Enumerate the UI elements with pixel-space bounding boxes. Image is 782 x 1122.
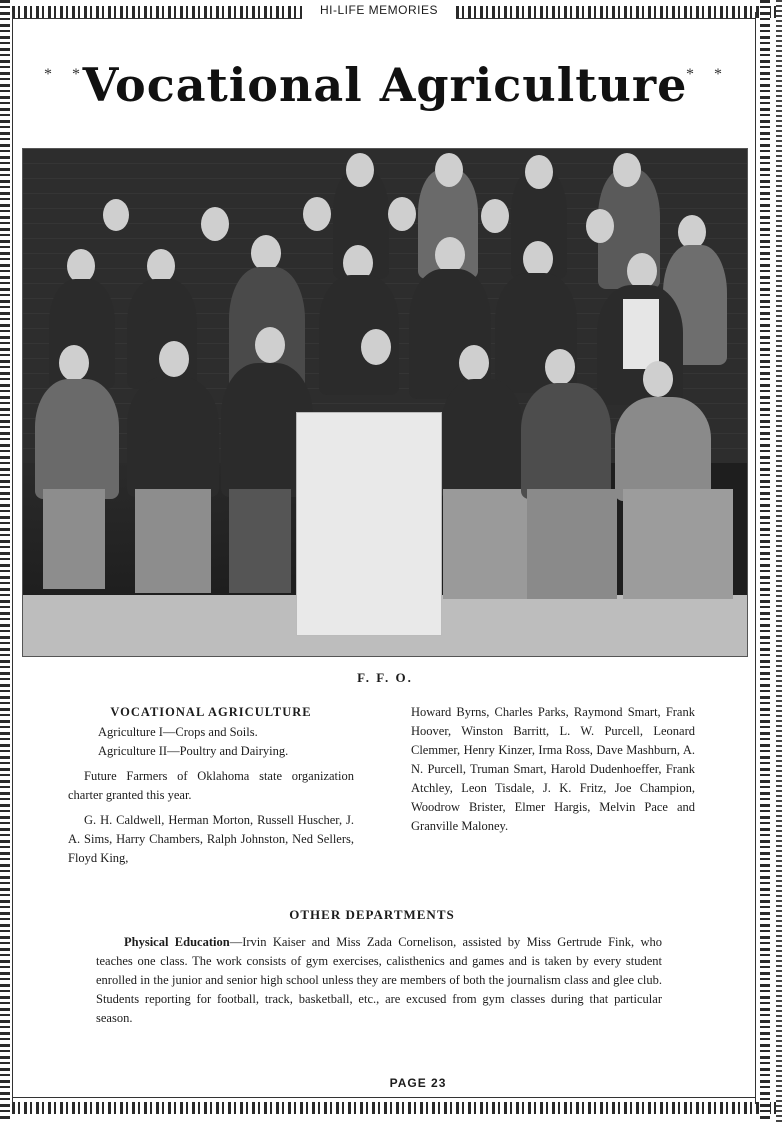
star-ornament-left: * * bbox=[44, 66, 88, 83]
photo-caption: F. F. O. bbox=[357, 670, 413, 685]
person-face bbox=[361, 329, 391, 365]
person-legs bbox=[443, 489, 533, 599]
person-figure bbox=[127, 279, 197, 389]
right-column bbox=[411, 703, 695, 836]
members-list-part-2: Howard Byrns, Charles Parks, Raymond Smart, Frank Hoover, Winston Barritt, L. W. Purcell, Leonard Clemmer, Henry Kinzer, Irma Ross, Dave Mashburn, A. N. Purcell, Truman Smart, Harold Dudenhoeffer, Frank Atchley, Leon Tisdale, J. K. Fritz, Joe Champion, Woodrow Brister, Elmer Hargis, Melvin Pace and Granville Maloney. bbox=[411, 705, 695, 833]
person-face bbox=[435, 153, 463, 187]
running-head: HI-LIFE MEMORIES bbox=[302, 0, 456, 20]
physical-education-text: —Irvin Kaiser and Miss Zada Cornelison, assisted by Miss Gertrude Fink, who teaches one class. The work consists of gym exercises, calisthenics and games and is taken by every student enrolled in the junior and senior high school unless they are members of both the journalism class and glee club. Students reporting for football, track, basketball, etc., are excused from gym classes during that particular season. bbox=[96, 935, 663, 1025]
person-figure bbox=[127, 377, 219, 497]
right-border bbox=[760, 0, 770, 1122]
star-ornament-right: * * bbox=[686, 66, 730, 83]
person-legs bbox=[623, 489, 733, 599]
inner-rule-left bbox=[12, 12, 13, 1104]
person-figure bbox=[35, 379, 119, 499]
white-shirt bbox=[623, 299, 659, 369]
right-edge-pattern bbox=[776, 0, 782, 1122]
person-face bbox=[627, 253, 657, 289]
person-face bbox=[388, 197, 416, 231]
person-face bbox=[255, 327, 285, 363]
bottom-border bbox=[0, 1102, 782, 1114]
page-number: PAGE 23 bbox=[389, 1076, 447, 1090]
person-face bbox=[643, 361, 673, 397]
person-face bbox=[346, 153, 374, 187]
group-photo bbox=[22, 148, 748, 657]
person-figure bbox=[615, 397, 711, 501]
title-row bbox=[40, 52, 730, 118]
person-face bbox=[678, 215, 706, 249]
person-figure bbox=[521, 383, 611, 499]
person-face bbox=[523, 241, 553, 277]
charter-paragraph: Future Farmers of Oklahoma state organization charter granted this year. bbox=[68, 769, 354, 802]
physical-education-paragraph bbox=[96, 933, 662, 1028]
person-face bbox=[613, 153, 641, 187]
person-face bbox=[303, 197, 331, 231]
person-face bbox=[201, 207, 229, 241]
other-departments-heading: OTHER DEPARTMENTS bbox=[289, 907, 455, 922]
person-legs bbox=[527, 489, 617, 599]
vocational-agriculture-heading: VOCATIONAL AGRICULTURE bbox=[110, 705, 312, 719]
left-column bbox=[68, 703, 354, 868]
inner-rule-bottom bbox=[12, 1097, 756, 1098]
person-legs bbox=[135, 489, 211, 593]
person-face bbox=[525, 155, 553, 189]
person-figure bbox=[441, 379, 523, 499]
person-legs bbox=[229, 489, 291, 593]
person-face bbox=[159, 341, 189, 377]
course-agriculture-1: Agriculture I—Crops and Soils. bbox=[98, 725, 258, 739]
left-border bbox=[0, 0, 10, 1122]
person-face bbox=[67, 249, 95, 283]
person-face bbox=[545, 349, 575, 385]
members-list-part-1: G. H. Caldwell, Herman Morton, Russell Huscher, J. A. Sims, Harry Chambers, Ralph Johnston, Ned Sellers, Floyd King, bbox=[68, 813, 354, 865]
blank-sign-board bbox=[296, 412, 442, 636]
person-face bbox=[103, 199, 129, 231]
course-agriculture-2: Agriculture II—Poultry and Dairying. bbox=[98, 744, 289, 758]
person-face bbox=[435, 237, 465, 273]
person-face bbox=[59, 345, 89, 381]
person-face bbox=[481, 199, 509, 233]
inner-rule-right bbox=[755, 12, 756, 1104]
person-legs bbox=[43, 489, 105, 589]
person-face bbox=[147, 249, 175, 283]
page-title: Vocational Agriculture bbox=[82, 58, 688, 112]
physical-education-lead: Physical Education bbox=[124, 935, 230, 949]
person-face bbox=[459, 345, 489, 381]
person-face bbox=[251, 235, 281, 271]
person-face bbox=[586, 209, 614, 243]
